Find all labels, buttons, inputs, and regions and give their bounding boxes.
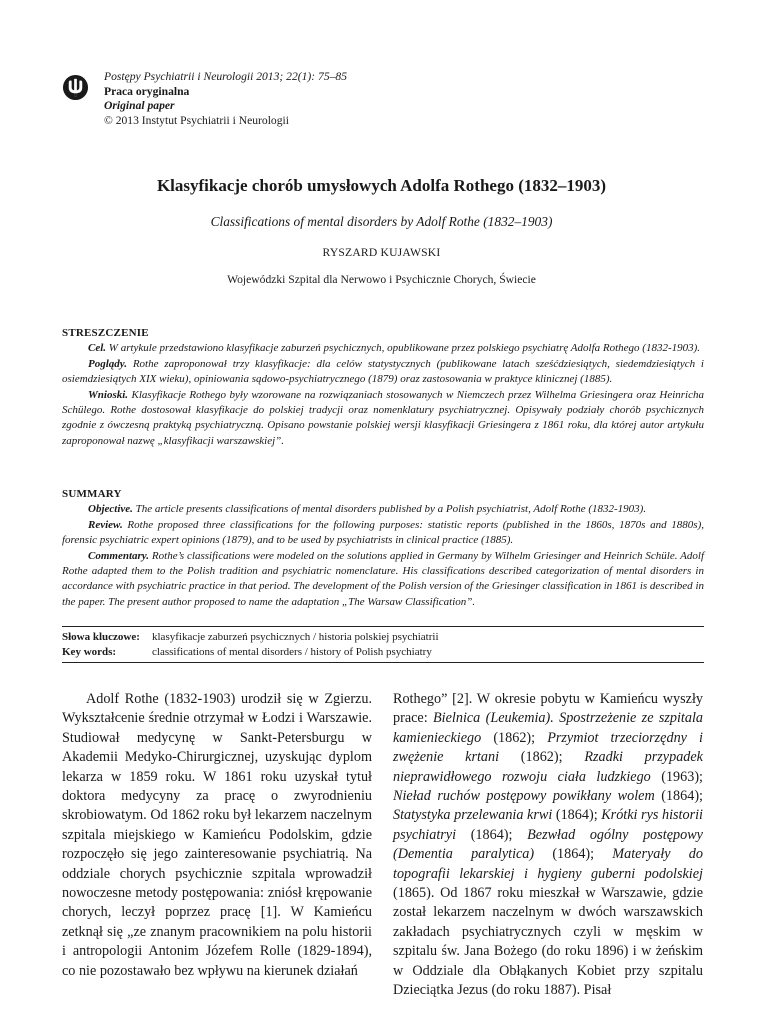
- keywords-pl-value: klasyfikacje zaburzeń psychicznych / historia polskiej psychiatrii: [152, 631, 439, 643]
- paper-type-pl: Praca oryginalna: [104, 84, 190, 98]
- paper-subtitle: Classifications of mental disorders by Adolf Rothe (1832–1903): [210, 214, 553, 229]
- abstract-pl: [62, 326, 704, 449]
- paper-title: Klasyfikacje chorób umysłowych Adolfa Rothego (1832–1903): [156, 176, 607, 195]
- abstract-en-heading: SUMMARY: [62, 488, 122, 500]
- keywords-top-rule: [62, 626, 704, 627]
- keywords-pl-label: Słowa kluczowe:: [62, 631, 140, 643]
- affiliation: Wojewódzki Szpital dla Nerwowo i Psychicznie Chorych, Świecie: [227, 273, 536, 286]
- author: RYSZARD KUJAWSKI: [322, 246, 441, 259]
- abstract-en-review: Review. Rothe proposed three classifications for the following purposes: statistic reports (published in the 1860s, 1870s and 1880s), forensic psychiatric expert opinions (1879), and to be used by psychiatrists in clinical practice (1885).: [62, 518, 704, 547]
- keywords-en-value: classifications of mental disorders / history of Polish psychiatry: [152, 645, 432, 658]
- abstract-pl-cel: Cel. W artykule przedstawiono klasyfikacje zaburzeń psychicznych, opublikowane przez polskiego psychiatrę Adolfa Rothego (1832-1903).: [88, 342, 701, 355]
- paper-type-en: Original paper: [104, 99, 175, 113]
- abstract-en: [62, 487, 704, 610]
- abstract-en-commentary: Commentary. Rothe’s classifications were modeled on the solutions applied in Germany by Wilhelm Griesinger and Heinrich Schüle. Adolf Rothe adapted them to the Polish tradition and psychiatric nomenclature. His classifications described categorization of mental disorders in accordance with psychiatric practice in that period. The development of the Polish version of the Griesinger classification in 1861 is described in the paper. The present author proposed to name the adaptation „The Warsaw Classification”.: [62, 549, 704, 608]
- abstract-en-objective: Objective. The article presents classifications of mental disorders published by a Polish psychiatrist, Adolf Rothe (1832-1903).: [88, 503, 647, 516]
- body-paragraph: Rothego” [2]. W okresie pobytu w Kamieńcu wyszły prace: Bielnica (Leukemia). Spostrzeżenie ze szpitala kamienieckiego (1862); Przymiot trzeciorzędny i zwężenie krtani (1862); Rzadki przypadek nieprawidłowego rozwoju ciała ludzkiego (1963); Nieład ruchów postępowy powikłany wolem (1864); Statystyka przelewania krwi (1864); Krótki rys historii psychiatryi (1864); Bezwład ogólny postępowy (Dementia paralytica) (1864); Materyały do topografii lekarskiej i hygieny guberni podolskiej (1865). Od 1867 roku mieszkał w Warszawie, gdzie został lekarzem naczelnym w dwóch warszawskich zakładach psychiatrycznych czyli w męskim w szpitalu św. Jana Bożego (do roku 1896) i w żeńskim w Oddziale dla Obłąkanych Kobiet przy szpitalu Dzieciątka Jezus (do roku 1887). Pisał: [393, 691, 703, 999]
- abstract-pl-wnioski: Wnioski. Klasyfikacje Rothego były wzorowane na rozwiązaniach stosowanych w Niemczech przez Wilhelma Griesingera oraz Heinricha Schülego. Rothe dostosował klasyfikacje do polskiej tradycji oraz nomenklatury psychiatrycznej. Opisywały podziały chorób psychicznych zgodnie z ówczesną praktyką psychiatryczną. Opisano powstanie polskiej wersji klasyfikacji Griesingera z 1861 roku, dla której autor artykułu zaproponował nazwę „klasyfikacji warszawskiej”.: [62, 388, 704, 447]
- abstract-pl-poglady: Poglądy. Rothe zaproponował trzy klasyfikacje: dla celów statystycznych (publikowane latach sześćdziesiątych, siedemdziesiątych i osiemdziesiątych XIX wieku), opiniowania sądowo-psychiatrycznego (1879) oraz zastosowania w praktyce klinicznej (1885).: [62, 357, 704, 386]
- body-paragraph: Adolf Rothe (1832-1903) urodził się w Zgierzu. Wykształcenie średnie otrzymał w Łodzi i Warszawie. Studiował medycynę w Sankt-Petersburgu w Akademii Medyko-Chirurgicznej, uzyskując dyplom lekarza w 1859 roku. W 1861 roku uzyskał tytuł doktora medycyny za pracę o zwyrodnieniu skrobiowatym. Od 1862 roku był lekarzem naczelnym szpitala miejskiego w Kamieńcu Podolskim, gdzie rozpoczęło się jego zainteresowanie psychiatrią. Na oddziale chorych psychicznie szpitala wprowadził nowoczesne metody postępowania: zniósł krępowanie chorych, leczył poprzez pracę [1]. W Kamieńcu zetknął się „ze znanym pracownikiem na polu historii i antropologii Antonim Józefem Rolle (1829-1894), co nie pozostawało bez wpływu na kierunek działań: [62, 691, 372, 979]
- keywords-en-label: Key words:: [62, 645, 117, 658]
- keywords-bottom-rule: [62, 662, 704, 663]
- copyright: © 2013 Instytut Psychiatrii i Neurologii: [104, 113, 289, 127]
- body-column-left: [62, 690, 372, 981]
- body-column-right: [393, 690, 703, 1001]
- keywords-block: [62, 630, 704, 659]
- journal-logo-icon: [62, 74, 89, 101]
- abstract-pl-heading: STRESZCZENIE: [62, 327, 149, 339]
- journal-citation: Postępy Psychiatrii i Neurologii 2013; 22(1): 75–85: [104, 70, 348, 83]
